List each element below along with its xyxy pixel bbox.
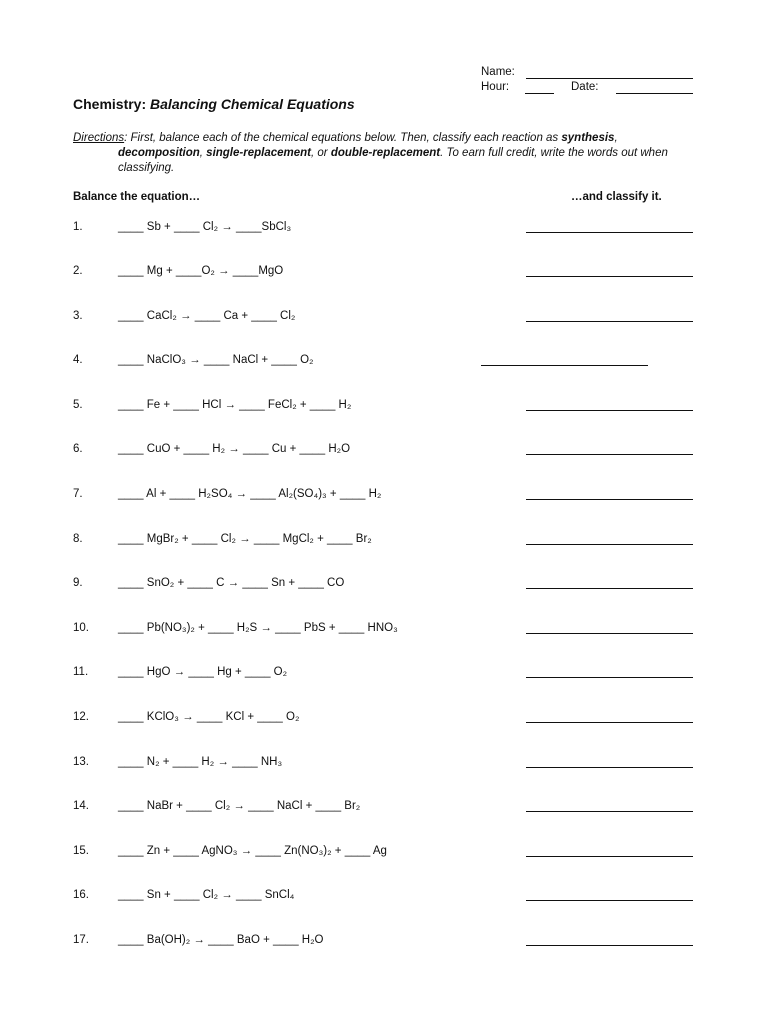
- directions-text-1: : First, balance each of the chemical equations below. Then, classify each reaction as: [124, 132, 562, 144]
- equation-text[interactable]: ____ Pb(NO₃)₂ + ____ H₂S → ____ PbS + ____ HNO₃: [118, 622, 398, 634]
- classification-blank[interactable]: [526, 588, 693, 589]
- equation-text[interactable]: ____ NaClO₃ → ____ NaCl + ____ O₂: [118, 354, 314, 366]
- equation-text[interactable]: ____ MgBr₂ + ____ Cl₂ → ____ MgCl₂ + ____ Br₂: [118, 533, 372, 545]
- classification-blank[interactable]: [526, 544, 693, 545]
- date-field[interactable]: [616, 81, 693, 94]
- equation-row: [0, 310, 770, 330]
- equation-text[interactable]: ____ CaCl₂ → ____ Ca + ____ Cl₂: [118, 310, 296, 322]
- classification-blank[interactable]: [526, 767, 693, 768]
- equation-number: 10.: [73, 622, 89, 634]
- classify-heading: …and classify it.: [571, 191, 662, 203]
- equation-row: [0, 221, 770, 241]
- equation-number: 14.: [73, 800, 89, 812]
- directions-comma-2: ,: [199, 147, 207, 159]
- equation-row: [0, 800, 770, 820]
- equation-number: 9.: [73, 577, 83, 589]
- equation-number: 15.: [73, 845, 89, 857]
- equation-text[interactable]: ____ Sn + ____ Cl₂ → ____ SnCl₄: [118, 889, 295, 901]
- equation-number: 7.: [73, 488, 83, 500]
- classification-blank[interactable]: [526, 633, 693, 634]
- equation-row: [0, 443, 770, 463]
- date-label: Date:: [571, 81, 599, 93]
- classification-blank[interactable]: [526, 900, 693, 901]
- classification-blank[interactable]: [526, 945, 693, 946]
- page-title: [73, 96, 355, 112]
- equation-row: [0, 622, 770, 642]
- classification-blank[interactable]: [526, 454, 693, 455]
- equation-text[interactable]: ____ N₂ + ____ H₂ → ____ NH₃: [118, 756, 283, 768]
- name-label: Name:: [481, 66, 515, 78]
- equation-number: 4.: [73, 354, 83, 366]
- equation-text[interactable]: ____ Al + ____ H₂SO₄ → ____ Al₂(SO₄)₃ + ____ H₂: [118, 488, 382, 500]
- equation-number: 17.: [73, 934, 89, 946]
- name-field[interactable]: [526, 66, 693, 79]
- directions: [73, 131, 703, 176]
- decomposition-term: decomposition: [118, 147, 200, 159]
- equation-text[interactable]: ____ Mg + ____O₂ → ____MgO: [118, 265, 284, 277]
- title-prefix: Chemistry:: [73, 96, 147, 112]
- classification-blank[interactable]: [526, 232, 693, 233]
- equation-row: [0, 934, 770, 954]
- equation-row: [0, 533, 770, 553]
- equation-row: [0, 265, 770, 285]
- single-replacement-term: single-replacement: [206, 147, 311, 159]
- equation-number: 6.: [73, 443, 83, 455]
- equation-row: [0, 845, 770, 865]
- equation-number: 13.: [73, 756, 89, 768]
- classification-blank[interactable]: [526, 722, 693, 723]
- equation-number: 12.: [73, 711, 89, 723]
- equation-text[interactable]: ____ Sb + ____ Cl₂ → ____SbCl₃: [118, 221, 292, 233]
- directions-label: Directions: [73, 132, 125, 144]
- equation-row: [0, 354, 770, 374]
- directions-comma: ,: [614, 132, 618, 144]
- title-main: Balancing Chemical Equations: [150, 96, 355, 112]
- equation-text[interactable]: ____ HgO → ____ Hg + ____ O₂: [118, 666, 288, 678]
- equation-number: 5.: [73, 399, 83, 411]
- equation-number: 11.: [73, 666, 89, 678]
- equation-row: [0, 399, 770, 419]
- hour-label: Hour:: [481, 81, 510, 93]
- classification-blank[interactable]: [526, 499, 693, 500]
- classification-blank[interactable]: [526, 321, 693, 322]
- equation-row: [0, 756, 770, 776]
- hour-field[interactable]: [525, 81, 554, 94]
- classification-blank[interactable]: [526, 811, 693, 812]
- name-row: [481, 66, 515, 78]
- classification-blank[interactable]: [526, 276, 693, 277]
- classification-blank[interactable]: [526, 856, 693, 857]
- synthesis-term: synthesis: [561, 132, 615, 144]
- equation-text[interactable]: ____ Ba(OH)₂ → ____ BaO + ____ H₂O: [118, 934, 324, 946]
- equation-row: [0, 666, 770, 686]
- equation-row: [0, 577, 770, 597]
- equation-number: 2.: [73, 265, 83, 277]
- equation-text[interactable]: ____ SnO₂ + ____ C → ____ Sn + ____ CO: [118, 577, 345, 589]
- equation-row: [0, 488, 770, 508]
- classification-blank[interactable]: [526, 410, 693, 411]
- equation-text[interactable]: ____ Zn + ____ AgNO₃ → ____ Zn(NO₃)₂ + ____ Ag: [118, 845, 387, 857]
- equation-text[interactable]: ____ Fe + ____ HCl → ____ FeCl₂ + ____ H₂: [118, 399, 352, 411]
- equation-text[interactable]: ____ NaBr + ____ Cl₂ → ____ NaCl + ____ Br₂: [118, 800, 361, 812]
- classification-blank[interactable]: [526, 677, 693, 678]
- balance-heading: Balance the equation…: [73, 191, 201, 203]
- equation-row: [0, 889, 770, 909]
- equation-number: 16.: [73, 889, 89, 901]
- classification-blank[interactable]: [481, 365, 648, 366]
- equation-number: 3.: [73, 310, 83, 322]
- equation-text[interactable]: ____ KClO₃ → ____ KCl + ____ O₂: [118, 711, 300, 723]
- equation-number: 8.: [73, 533, 83, 545]
- double-replacement-term: double-replacement: [330, 147, 441, 159]
- equation-number: 1.: [73, 221, 83, 233]
- equation-text[interactable]: ____ CuO + ____ H₂ → ____ Cu + ____ H₂O: [118, 443, 351, 455]
- directions-text-2: . To earn full credit, write the words out when classifying.: [118, 147, 668, 174]
- directions-or: , or: [311, 147, 331, 159]
- equation-row: [0, 711, 770, 731]
